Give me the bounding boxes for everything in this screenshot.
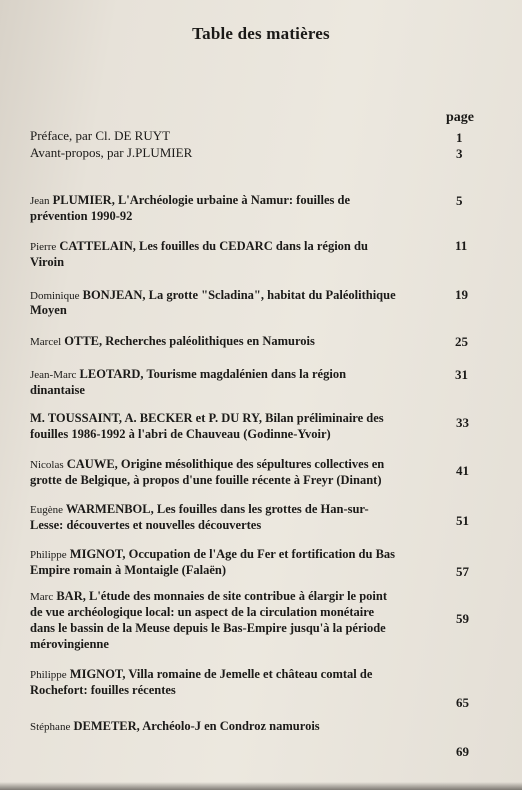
- toc-entry-line: [30, 718, 320, 735]
- toc-author-first-name: Eugène: [30, 504, 63, 516]
- toc-entry-text: LEOTARD, Tourisme magdalénien dans la région: [79, 367, 347, 381]
- toc-entry-text: WARMENBOL, Les fouilles dans les grottes de Han-sur-: [65, 502, 369, 516]
- toc-entry-line: Moyen: [30, 303, 67, 317]
- toc-author-first-name: Stéphane: [30, 721, 71, 733]
- toc-entry-line: [30, 192, 350, 209]
- toc-author-first-name: Philippe: [30, 549, 67, 561]
- toc-entry-line: [30, 456, 384, 473]
- toc-entry-text: CATTELAIN, Les fouilles du CEDARC dans la région du: [59, 239, 368, 253]
- toc-entry-line: de vue archéologique local: un aspect de la circulation monétaire: [30, 605, 375, 619]
- toc-author-first-name: Nicolas: [30, 459, 64, 471]
- toc-page-number: 11: [455, 238, 468, 253]
- toc-page-number: 41: [456, 463, 469, 478]
- toc-page-number: 65: [456, 695, 469, 710]
- toc-entry-line: [30, 546, 395, 563]
- toc-entry-text: DEMETER, Archéolo-J en Condroz namurois: [73, 719, 320, 733]
- toc-entry-line: [30, 410, 384, 426]
- toc-page-number: 59: [456, 611, 469, 626]
- toc-entry-line: Viroin: [30, 255, 65, 269]
- toc-entry-text: M. TOUSSAINT, A. BECKER et P. DU RY, Bilan préliminaire des: [30, 411, 384, 425]
- toc-entry-line: dans le bassin de la Meuse depuis le Bas-Empire jusqu'à la période: [30, 621, 386, 635]
- toc-entry-line: mérovingienne: [30, 637, 109, 651]
- toc-author-first-name: Pierre: [30, 241, 57, 253]
- preface-page: 1: [456, 130, 463, 145]
- toc-entry-line: Empire romain à Montaigle (Falaën): [30, 563, 227, 577]
- toc-author-first-name: Marc: [30, 591, 54, 603]
- preface-entry: Préface, par Cl. DE RUYT: [30, 128, 171, 143]
- toc-entry-text: BAR, L'étude des monnaies de site contribue à élargir le point: [56, 589, 388, 603]
- toc-page-number: 57: [456, 564, 469, 579]
- page-title: Table des matières: [192, 24, 330, 43]
- page-column-header: page: [446, 110, 474, 125]
- toc-page-number: 69: [456, 744, 469, 759]
- foreword-page: 3: [456, 146, 463, 161]
- page-edge-shadow: [0, 782, 522, 790]
- toc-entry-text: BONJEAN, La grotte "Scladina", habitat du Paléolithique: [82, 288, 396, 302]
- toc-entry-line: [30, 333, 315, 350]
- toc-entry-text: PLUMIER, L'Archéologie urbaine à Namur: fouilles de: [52, 193, 350, 207]
- toc-page-number: 33: [456, 415, 469, 430]
- toc-author-first-name: Marcel: [30, 336, 62, 348]
- toc-page-number: 51: [456, 513, 469, 528]
- toc-entry-line: [30, 588, 387, 605]
- toc-entry-line: [30, 287, 396, 304]
- toc-author-first-name: Dominique: [30, 290, 80, 302]
- toc-entry-text: CAUWE, Origine mésolithique des sépultures collectives en: [66, 457, 385, 471]
- toc-entry-text: OTTE, Recherches paléolithiques en Namurois: [64, 334, 315, 348]
- toc-page-number: 25: [455, 334, 468, 349]
- foreword-entry: Avant-propos, par J.PLUMIER: [30, 145, 193, 160]
- toc-entry-line: [30, 366, 346, 383]
- toc-entry-line: Rochefort: fouilles récentes: [30, 683, 176, 697]
- toc-author-first-name: Jean-Marc: [30, 369, 77, 381]
- toc-entry-text: MIGNOT, Occupation de l'Age du Fer et fortification du Bas: [69, 547, 396, 561]
- toc-entry-text: MIGNOT, Villa romaine de Jemelle et château comtal de: [69, 667, 373, 681]
- toc-page-number: 31: [455, 367, 468, 382]
- toc-page-number: 19: [455, 287, 468, 302]
- toc-entry-line: grotte de Belgique, à propos d'une fouille récente à Freyr (Dinant): [30, 473, 382, 487]
- toc-page-number: 5: [456, 193, 463, 208]
- toc-entry-line: [30, 666, 372, 683]
- toc-author-first-name: Philippe: [30, 669, 67, 681]
- toc-entry-line: prévention 1990-92: [30, 209, 133, 223]
- toc-entry-line: [30, 238, 368, 255]
- bleed-through-text: [374, 10, 522, 430]
- toc-entry-line: dinantaise: [30, 383, 85, 397]
- toc-entry-line: [30, 501, 369, 518]
- toc-author-first-name: Jean: [30, 195, 50, 207]
- toc-entry-line: fouilles 1986-1992 à l'abri de Chauveau (Godinne-Yvoir): [30, 427, 331, 441]
- toc-entry-line: Lesse: découvertes et nouvelles découvertes: [30, 518, 262, 532]
